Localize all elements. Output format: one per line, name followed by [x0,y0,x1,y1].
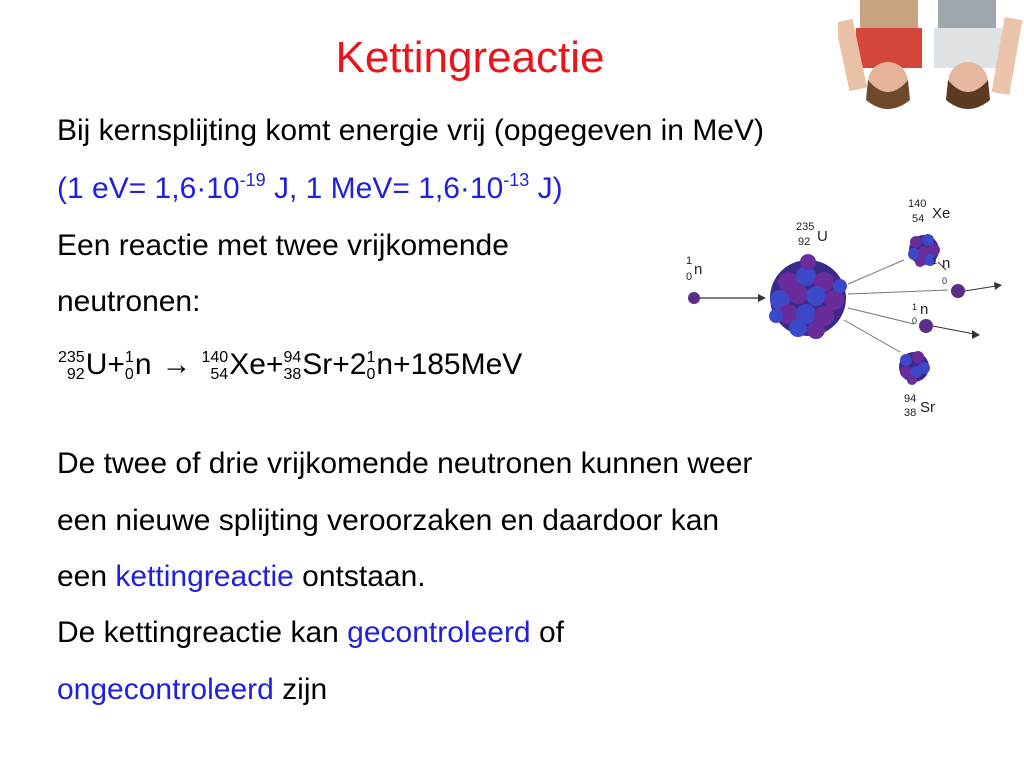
diagram-sr-charge: 38 [904,407,917,419]
plus-sign-2: + [265,348,284,381]
keyword-gecontroleerd: gecontroleerd [347,616,531,649]
keyword-ongecontroleerd: ongecontroleerd [57,673,274,706]
u-symbol: U [85,348,108,381]
outgoing-neutron-2 [919,319,980,339]
reaction-arrow: → [161,348,192,381]
text-para-1: De twee of drie vrijkomende neutronen kunnen weer [57,447,753,480]
outgoing-neutron-1 [951,282,1002,298]
reaction-equation [58,343,522,387]
para4-start: De kettingreactie kan [57,616,348,649]
unit-conv-part1: (1 eV= 1,6·10 [57,172,240,205]
unit-conv-part3: J) [529,172,563,205]
u235-charge: 92 [66,366,85,384]
neutron-in-charge: 0 [124,366,134,384]
text-para-2: een nieuwe splijting veroorzaken en daardoor kan [57,504,720,537]
diagram-n-out1-symbol: n [942,255,951,272]
xe140-charge: 54 [210,366,229,384]
uranium-nucleus [769,254,847,339]
para4-end: of [530,616,564,649]
text-reaction-intro: Een reactie met twee vrijkomende [57,229,509,262]
neutron-out-mass: 1 [366,349,376,367]
neutron-out-numbers [366,349,375,383]
diagram-n-out2-mass: 1 [912,302,918,312]
xe-symbol: Xe [229,348,266,381]
people-photo [838,0,1024,122]
text-unit-conversion [57,170,563,208]
sr94-mass: 94 [283,349,302,367]
u235-mass: 235 [58,349,85,367]
diagram-n-out2-symbol: n [920,301,929,318]
strontium-nucleus [899,351,930,385]
diagram-n-out2-charge: 0 [912,316,918,326]
diagram-xe-charge: 54 [912,213,925,225]
diagram-u-charge: 92 [798,236,811,248]
text-para-5 [57,671,327,709]
text-energy-release: Bij kernsplijting komt energie vrij (opgegeven in MeV) [57,114,764,147]
fission-diagram [680,190,1010,425]
diagram-u-symbol: U [817,228,828,245]
unit-conv-exponent2: -13 [503,170,530,190]
neutron-in-symbol: n [134,348,152,381]
diagram-n-in-charge: 0 [686,271,693,283]
para3-start: een [57,560,116,593]
diagram-n-out1-mass: 1 [932,256,938,266]
xe140-numbers [202,349,229,383]
plus-sign-1: + [107,348,125,381]
xe140-mass: 140 [201,349,229,367]
sr94-charge: 38 [283,366,302,384]
diagram-sr-symbol: Sr [920,399,935,416]
unit-conv-part2: J, 1 MeV= 1,6·10 [265,172,504,205]
diagram-n-out1-charge: 0 [942,276,948,286]
neutron-in-numbers [125,349,134,383]
keyword-kettingreactie: kettingreactie [115,560,294,593]
diagram-xe-symbol: Xe [932,205,951,222]
diagram-xe-mass: 140 [908,198,927,210]
diagram-sr-mass: 94 [904,393,917,405]
diagram-u-mass: 235 [796,221,815,233]
sr94-numbers [283,349,301,383]
neutron-out-symbol: n [376,348,394,381]
u235-numbers [58,349,85,383]
plus-two: +2 [332,348,367,381]
incoming-neutron [686,255,766,304]
text-para-3 [57,558,426,596]
energy-release: +185MeV [393,348,523,381]
diagram-n-in-symbol: n [694,261,703,278]
text-neutrons: neutronen: [57,285,201,318]
neutron-in-mass: 1 [124,349,134,367]
para3-end: ontstaan. [293,560,426,593]
neutron-out-charge: 0 [366,366,376,384]
unit-conv-exponent1: -19 [239,170,266,190]
slide-title: Kettingreactie [335,33,605,82]
text-para-4 [57,614,564,652]
para5-end: zijn [273,673,328,706]
diagram-n-in-mass: 1 [686,255,693,267]
sr-symbol: Sr [302,348,333,381]
